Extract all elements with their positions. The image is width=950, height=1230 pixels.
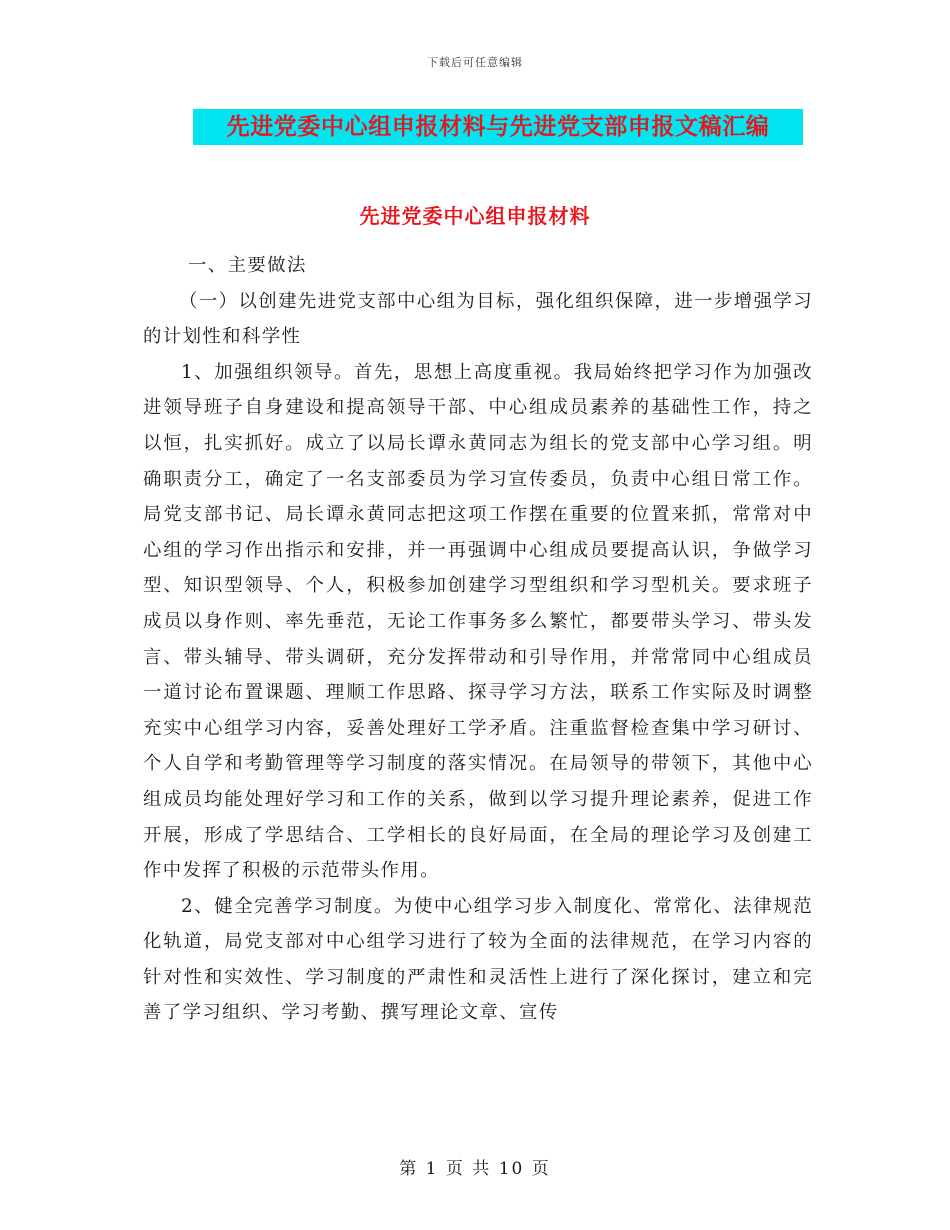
subheading-organization: （一）以创建先进党支部中心组为目标，强化组织保障，进一步增强学习的计划性和科学性 [143, 290, 813, 348]
document-title: 先进党委中心组申报材料与先进党支部申报文稿汇编 [226, 114, 770, 140]
heading-main-practices: 一、主要做法 [188, 255, 307, 276]
paragraph-leadership: 1、加强组织领导。首先，思想上高度重视。我局始终把学习作为加强改进领导班子自身建设和提高领导干部、中心组成员素养的基础性工作，持之以恒，扎实抓好。成立了以局长谭永黄同志为组长的党支部中心学习组。明确职责分工，确定了一名支部委员为学习宣传委员，负责中心组日常工作。局党支部书记、局长谭永黄同志把这项工作摆在重要的位置来抓，常常对中心组的学习作出指示和安排，并一再强调中心组成员要提高认识，争做学习型、知识型领导、个人，积极参加创建学习型组织和学习型机关。要求班子成员以身作则、率先垂范，无论工作事务多么繁忙，都要带头学习、带头发言、带头辅导、带头调研，充分发挥带动和引导作用，并常常同中心组成员一道讨论布置课题、理顺工作思路、探寻学习方法，联系工作实际及时调整充实中心组学习内容，妥善处理好工学矛盾。注重监督检查集中学习研讨、个人自学和考勤管理等学习制度的落实情况。在局领导的带领下，其他中心组成员均能处理好学习和工作的关系，做到以学习提升理论素养，促进工作开展，形成了学思结合、工学相长的良好局面，在全局的理论学习及创建工作中发挥了积极的示范带头作用。 [143, 361, 813, 882]
document-title-highlight [193, 109, 803, 145]
header-note: 下载后可任意编辑 [427, 56, 523, 69]
paragraph-study-system: 2、健全完善学习制度。为使中心组学习步入制度化、常常化、法律规范化轨道，局党支部对中心组学习进行了较为全面的法律规范，在学习内容的针对性和实效性、学习制度的严肃性和灵活性上进行了深化探讨，建立和完善了学习组织、学习考勤、撰写理论文章、宣传 [143, 895, 813, 1024]
document-body [143, 248, 813, 1031]
section-title: 先进党委中心组申报材料 [359, 204, 591, 228]
page-number: 第 1 页 共 10 页 [399, 1159, 551, 1179]
